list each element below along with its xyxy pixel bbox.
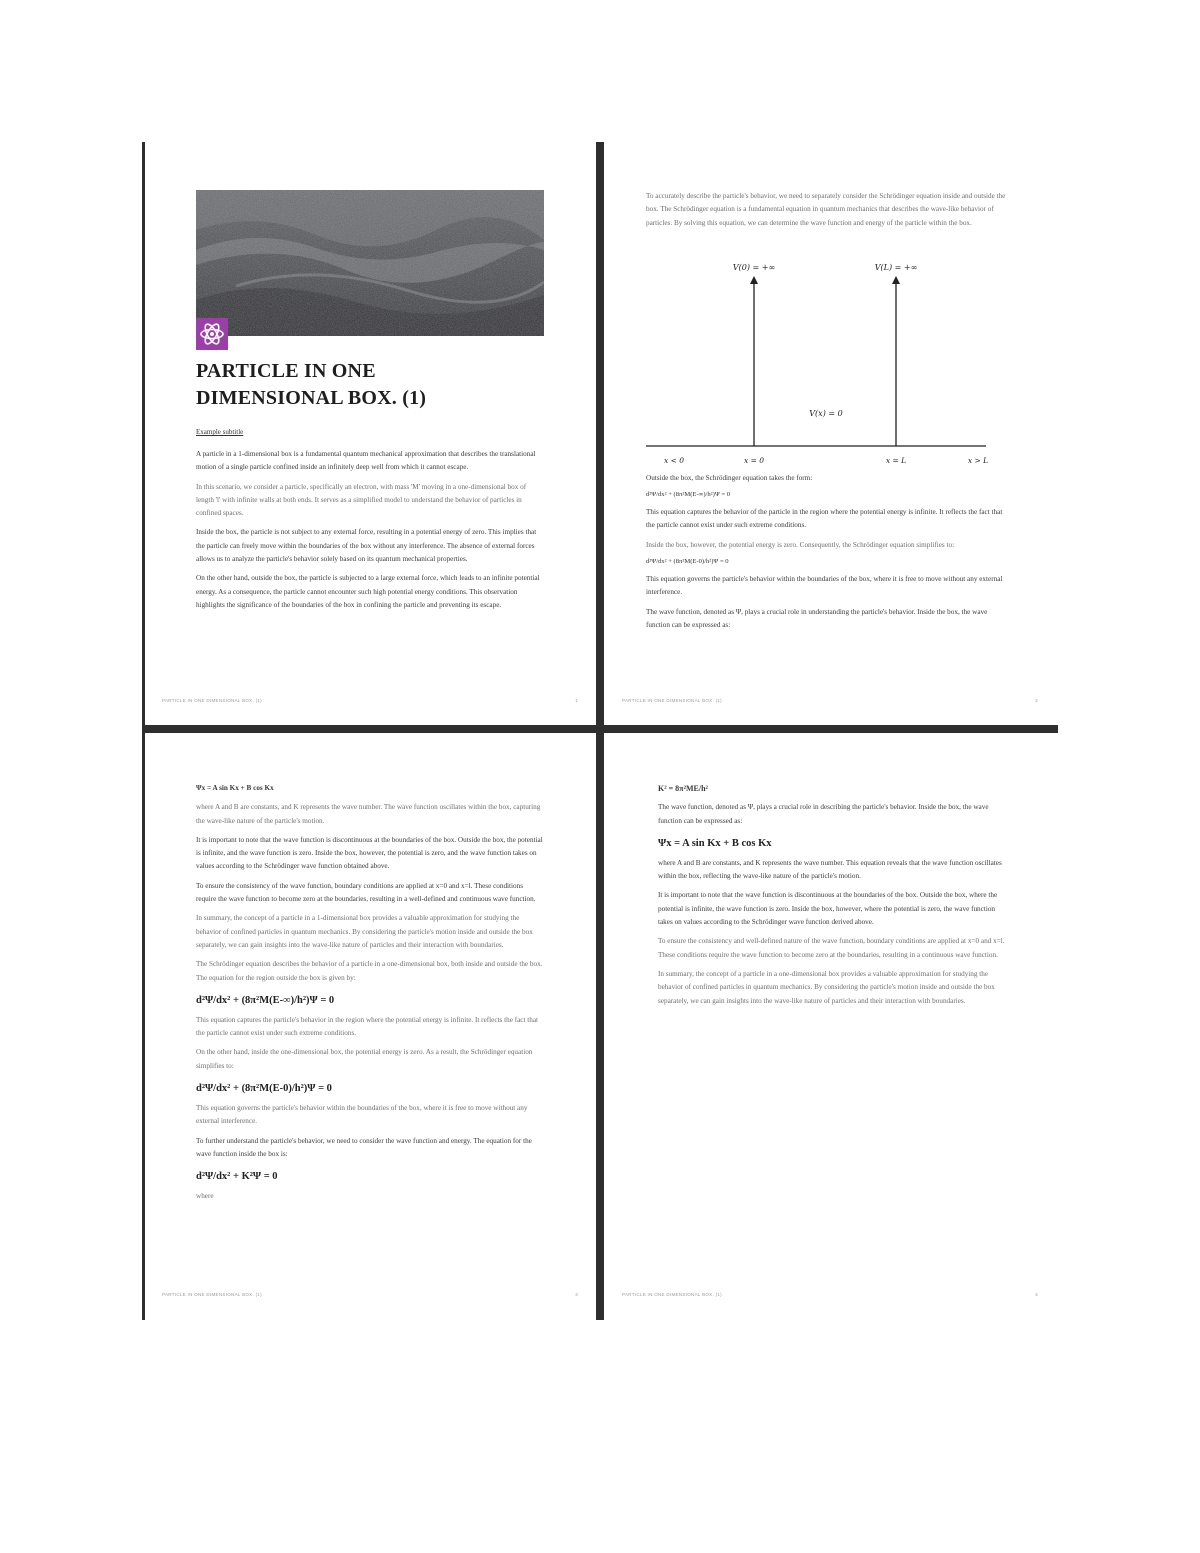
paragraph: Inside the box, the particle is not subject to any external force, resulting in a potential energy of zero. This implies that the particle can freely move within the boundaries of the box without any interference. The absence of external forces allows us to analyze the particle's behavior solely based on its quantum mechanical properties. <box>196 528 537 564</box>
paragraph: To ensure the consistency and well-defined nature of the wave function, boundary conditions are applied at x=0 and x=l. These conditions require the wave function to become zero at the boundaries, resulting in a continuous wave function. <box>658 937 1005 959</box>
paragraph: The wave function, denoted as Ψ, plays a crucial role in understanding the particle's behavior. Inside the box, the wave function can be expressed as: <box>646 607 988 629</box>
left-wall-label: V(0) = +∞ <box>732 262 776 272</box>
axis-label: x < 0 <box>663 455 685 465</box>
page-3 <box>196 782 544 1302</box>
paragraph: This equation governs the particle's behavior within the boundaries of the box, where it is free to move without any external interference. <box>646 575 1003 597</box>
page-3-footer <box>162 1292 578 1297</box>
paragraph: In summary, the concept of a particle in a one-dimensional box provides a valuable approximation for studying the behavior of confined particles in quantum mechanics. By considering the particle's motion inside and outside the box separately, we can gain insights into the wave-like nature of particles and their interaction with boundaries. <box>658 969 995 1005</box>
equation-inside: d²Ψ/dx² + (8π²M(E-0)/h²)Ψ = 0 <box>646 558 729 566</box>
right-wall-label: V(L) = +∞ <box>874 262 918 272</box>
equation-wave-function: Ψx = A sin Kx + B cos Kx <box>658 837 772 849</box>
paragraph: where A and B are constants, and K represents the wave number. This equation reveals that the wave function oscillates within the box, reflecting the wave-like nature of the particle's motion. <box>658 858 1002 881</box>
paragraph: To ensure the consistency of the wave function, boundary conditions are applied at x=0 and x=l. These conditions require the wave function to become zero at the boundaries, resulting in a well-defined and continuous wave function. <box>196 881 536 904</box>
center-divider-horizontal <box>142 725 1058 733</box>
paragraph: In summary, the concept of a particle in a 1-dimensional box provides a valuable approximation for studying the behavior of confined particles in quantum mechanics. By considering the particle's motion inside and outside the box separately, we can gain insights into the wave-like nature of particles and their interaction with boundaries. <box>196 914 533 949</box>
paragraph: where A and B are constants, and K represents the wave number. The wave function oscillates within the box, capturing the wave-like nature of the particle's motion. <box>196 803 541 825</box>
atom-icon <box>196 318 228 350</box>
page-title-line1: PARTICLE IN ONE <box>196 360 376 382</box>
page-1 <box>196 190 544 710</box>
paragraph: Outside the box, the Schrödinger equation takes the form: <box>646 473 813 482</box>
paragraph: On the other hand, outside the box, the particle is subjected to a large external force, which leads to an infinite potential energy. As a consequence, the particle cannot encounter such high potential energy conditions. This observation highlights the significance of the boundaries of the box in confining the particle and preventing its escape. <box>196 574 540 609</box>
paragraph-where: where <box>196 1192 214 1201</box>
page-title-line2: DIMENSIONAL BOX. (1) <box>196 387 427 409</box>
paragraph: On the other hand, inside the one-dimensional box, the potential energy is zero. As a result, the Schrödinger equation simplifies to: <box>196 1048 533 1070</box>
footer-text: PARTICLE IN ONE DIMENSIONAL BOX. (1) <box>622 1292 722 1297</box>
cover-image <box>196 190 544 336</box>
equation-wave: d²Ψ/dx² + K²Ψ = 0 <box>196 1171 278 1183</box>
page-2-footer <box>622 698 1038 703</box>
paragraph: To accurately describe the particle's behavior, we need to separately consider the Schrödinger equation inside and outside the box. The Schrödinger equation is a fundamental equation in quantum mechanics that describes the wave-like behavior of particles. By solving this equation, we can determine the wave function and energy of the particle within the box. <box>646 192 1006 227</box>
axis-label: x > L <box>967 455 989 465</box>
footer-text: PARTICLE IN ONE DIMENSIONAL BOX. (1) <box>162 698 262 703</box>
document-sheet <box>142 142 1058 1320</box>
equation-wave-function: Ψx = A sin Kx + B cos Kx <box>196 784 274 792</box>
paragraph: It is important to note that the wave function is discontinuous at the boundaries of the box. Outside the box, the potential is infinite, and the wave function is zero. Inside the box, however, the potential is zero, and the wave function takes on values according to the Schrödinger wave function obtained above. <box>196 835 543 871</box>
paragraph: In this scenario, we consider a particle, specifically an electron, with mass 'M' moving in a one-dimensional box of length 'l' with infinite walls at both ends. It serves as a simplified model to understand the behavior of particles in confined spaces. <box>196 482 527 518</box>
paragraph: The wave function, denoted as Ψ, plays a crucial role in describing the particle's behavior. Inside the box, the wave function can be expressed as: <box>658 803 989 825</box>
inside-potential-label: V(x) = 0 <box>809 408 843 418</box>
page-number: 1 <box>575 698 578 703</box>
equation-outside: d²Ψ/dx² + (8π²M(E-∞)/h²)Ψ = 0 <box>646 491 731 499</box>
paragraph: To further understand the particle's behavior, we need to consider the wave function and energy. The equation for the wave function inside the box is: <box>196 1136 532 1158</box>
axis-label: x = 0 <box>743 455 765 465</box>
equation-outside-box: d²Ψ/dx² + (8π²M(E-∞)/h²)Ψ = 0 <box>196 994 335 1006</box>
page-subtitle: Example subtitle <box>196 428 244 436</box>
paragraph: This equation captures the particle's behavior in the region where the potential energy is infinite. It reflects the fact that the particle cannot exist under such extreme conditions. <box>196 1015 539 1038</box>
paragraph: The Schrödinger equation describes the behavior of a particle in a one-dimensional box, both inside and outside the box. The equation for the region outside the box is given by: <box>196 960 543 982</box>
page-4 <box>658 782 1006 1302</box>
potential-well-diagram <box>646 236 1008 466</box>
page-number: 4 <box>1035 1292 1038 1297</box>
page-2 <box>646 190 1008 710</box>
axis-label: x = L <box>885 455 907 465</box>
equation-inside-box: d²Ψ/dx² + (8π²M(E-0)/h²)Ψ = 0 <box>196 1083 332 1095</box>
paragraph: This equation governs the particle's behavior within the boundaries of the box, where it is free to move without any external interference. <box>196 1104 528 1126</box>
page-number: 2 <box>1035 698 1038 703</box>
footer-text: PARTICLE IN ONE DIMENSIONAL BOX. (1) <box>622 698 722 703</box>
paragraph: A particle in a 1-dimensional box is a fundamental quantum mechanical approximation that describes the translational motion of a single particle confined inside an infinitely deep well from which it cannot escape. <box>196 450 536 472</box>
sand-dunes-image <box>196 190 544 336</box>
page-1-footer <box>162 698 578 703</box>
footer-text: PARTICLE IN ONE DIMENSIONAL BOX. (1) <box>162 1292 262 1297</box>
paragraph: It is important to note that the wave function is discontinuous at the boundaries of the box. Outside the box, where the potential is infinite, the wave function is zero. Inside the box, however, where the potential is zero, the wave function takes on values according to the Schrödinger wave function derived above. <box>658 891 998 927</box>
page-4-footer <box>622 1292 1038 1297</box>
paragraph: This equation captures the behavior of the particle in the region where the potential energy is infinite. It reflects the fact that the particle cannot exist under such extreme conditions. <box>646 508 1003 530</box>
page-number: 3 <box>575 1292 578 1297</box>
equation-k-squared: K² = 8π²ME/h² <box>658 784 708 793</box>
paragraph: Inside the box, however, the potential energy is zero. Consequently, the Schrödinger equation simplifies to: <box>646 540 955 549</box>
